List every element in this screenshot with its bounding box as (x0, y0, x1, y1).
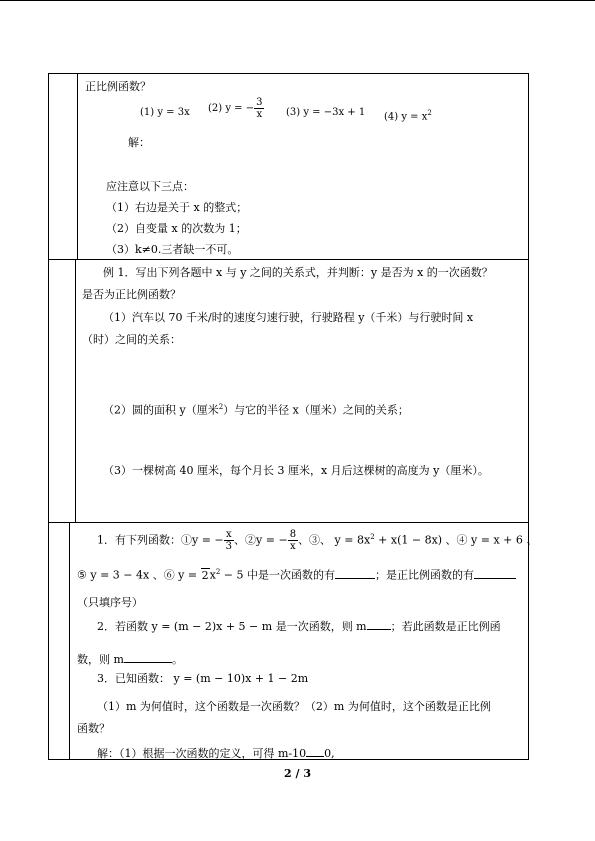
sec1-formula-2: (2) y = − $\frac{3}{x}$ (208, 97, 263, 120)
col-divider-3a (69, 522, 70, 760)
sec1-formula-4: (4) $y = x^2$ (384, 109, 432, 123)
sec3-problem-3: 3．已知函数： y = (m − 10)x + 1 − 2m (97, 672, 309, 685)
col-divider-2a (75, 259, 76, 522)
row-divider-2 (48, 522, 529, 523)
blank-linear-functions[interactable] (335, 567, 375, 579)
sec2-q2: （2）圆的面积 y（厘米$^2$）与它的半径 x（厘米）之间的关系； (103, 403, 409, 417)
sec2-q1a: （1）汽车以 70 千米/时的速度匀速行驶，行驶路程 y（千米）与行驶时间 x (103, 311, 474, 324)
sec2-line-2: 是否为正比例函数？ (82, 288, 181, 301)
blank-proportional-functions[interactable] (474, 567, 516, 579)
sec2-line-1: 例 1．写出下列各题中 x 与 y 之间的关系式，并判断：y 是否为 x 的一次函数？ (103, 266, 493, 279)
sec1-answer: 解： (128, 136, 150, 149)
sec3-problem-2: 2．若函数 y = (m − 2)x + 5 − m 是一次函数，则 m ；若此函数是正比例函 (97, 620, 501, 633)
sec1-note-2: （2）自变量 x 的次数为 1； (106, 222, 247, 235)
col-divider-1a (77, 73, 78, 259)
sec1-notes-title: 应注意以下三点： (106, 180, 194, 193)
blank-m-linear[interactable] (367, 618, 391, 630)
sec3-problem-1: 1．有下列函数：①y = − $\frac{x}{3}$ 、②y = − $\frac{8}{x}$ 、③、 $y = 8x^2 + x(1 - 8x)$ 、④ y = x + 6 、 (97, 529, 538, 552)
sec1-note-3: （3）k≠0.三者缺一不可。 (106, 243, 239, 256)
sec1-formula-1: (1) y = 3x (140, 107, 190, 118)
sec2-q3: （3）一棵树高 40 厘米，每个月长 3 厘米，x 月后这棵树的高度为 y（厘米）。 (103, 464, 489, 477)
sec2-q1b: （时）之间的关系： (82, 333, 181, 346)
sec3-problem-2-line-2: 数，则 m 。 (77, 653, 183, 666)
blank-m-minus-10-relation[interactable] (306, 745, 324, 757)
sec3-solution: 解：（1）根据一次函数的定义，可得 m-10 0, (97, 747, 335, 760)
sec1-title: 正比例函数？ (85, 80, 151, 93)
row-divider-1 (48, 259, 529, 260)
sec3-problem-3-sub-1: （1）m 为何值时，这个函数是一次函数？（2）m 为何值时，这个函数是正比例 (97, 700, 491, 713)
sec1-formula-3: (3) y = −3x + 1 (286, 107, 366, 118)
sec3-problem-1-note: （只填序号） (77, 596, 143, 609)
sec3-problem-1-line-2: ⑤ y = 3 − 4x 、⑥ $y = 2x^2 - 5$ 中是一次函数的有 ；是正比例函数的有 (77, 565, 516, 583)
sec1-note-1: （1）右边是关于 x 的整式； (106, 201, 248, 214)
page-number: 2 / 3 (284, 767, 311, 780)
blank-m-proportional[interactable] (124, 651, 172, 663)
sec3-problem-3-sub-2: 函数？ (77, 722, 110, 735)
top-rule (0, 0, 595, 1)
